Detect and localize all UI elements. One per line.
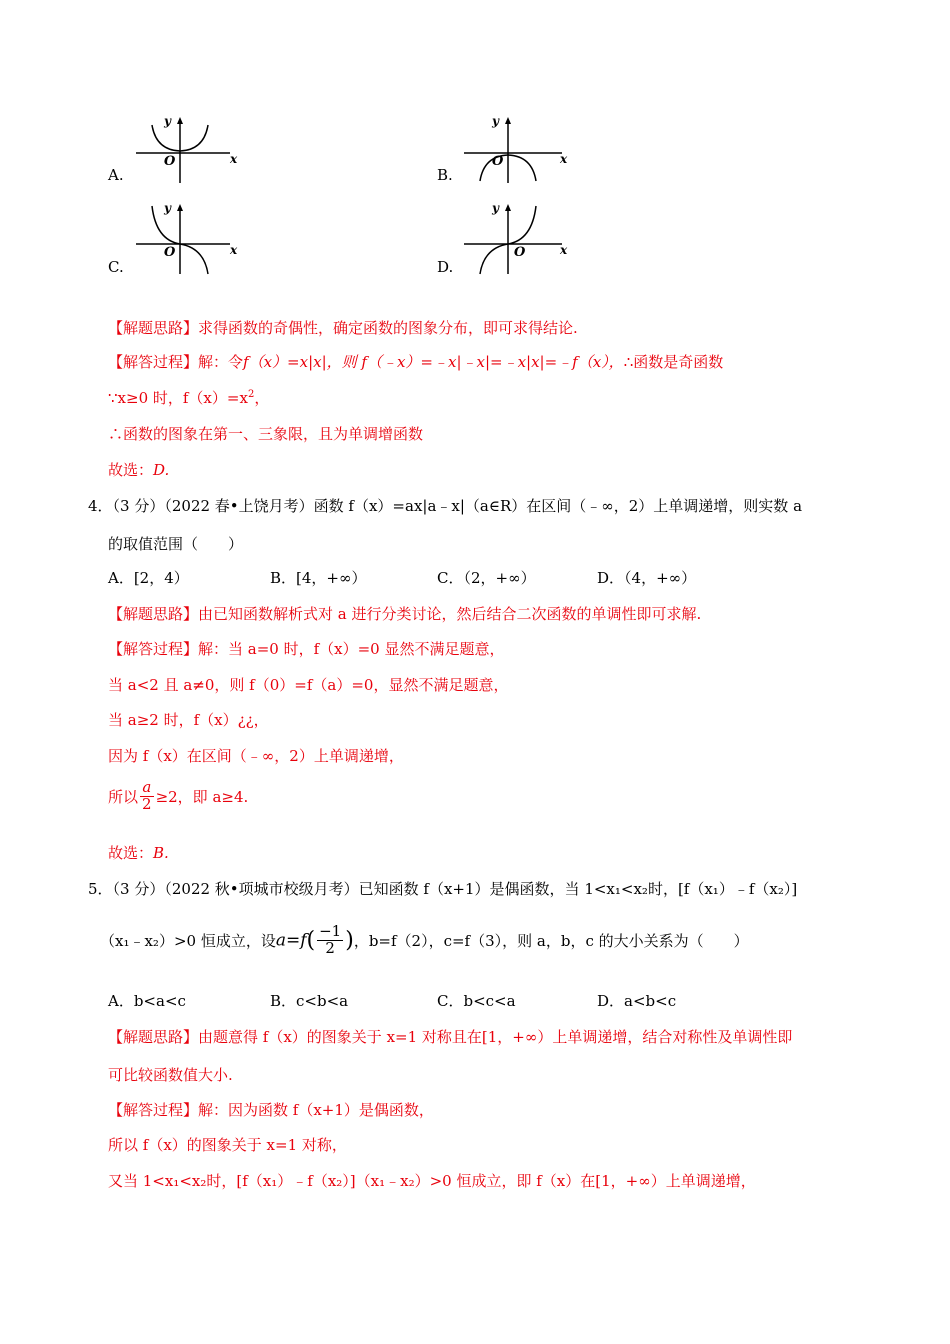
y-arrow-icon [505,117,511,124]
q3-answer [108,459,169,480]
q3-line2-b: ， [254,389,270,407]
q5-option-d: D．a<b<c [597,992,677,1010]
q4-process-line1 [108,638,505,659]
q4-p5-post: ≥2，即 a≥4. [155,787,249,806]
y-label: y [492,114,499,128]
q4-fraction [140,780,154,813]
option-a-label: A. [108,166,124,184]
option-c-graph [134,200,244,276]
q3-idea-text: 求得函数的奇偶性，确定函数的图象分布，即可求得结论. [198,319,578,337]
y-arrow-icon [177,117,183,124]
q5-idea-text-1: 由题意得 f（x）的图象关于 x=1 对称且在[1，+∞）上单调递增，结合对称性及单调性即 [198,1028,793,1046]
q4-stem-line2: 的取值范围（ ） [108,535,244,553]
x-label: x [230,243,238,257]
option-b-label: B. [437,166,453,184]
q4-process-tag: 【解答过程】 [108,640,199,658]
y-arrow-icon [505,204,511,211]
q5-idea-tag: 【解题思路】 [108,1028,199,1046]
q4-option-a: A．[2，4） [108,569,189,587]
option-d-label: D. [437,258,454,276]
option-d-graph [462,200,577,276]
origin-label: O [164,245,176,260]
y-label: y [492,201,499,215]
q3-answer-label: 故选： [108,461,154,479]
q5-stem-a: 已知函数 f（x+1）是偶函数，当 1<x₁<x₂时，[f（x₁）﹣f（x₂）] [358,880,798,898]
q3-line2-sup: 2 [247,389,255,400]
y-arrow-icon [177,204,183,211]
q4-process-line2: 当 a<2 且 a≠0，则 f（0）=f（a）=0，显然不满足题意， [108,676,509,694]
q4-option-c: C．（2，+∞） [437,569,536,587]
q5-number: 5． [88,880,113,898]
q4-frac-den: 2 [142,794,152,813]
origin-label: O [492,154,504,169]
option-b-graph [462,113,577,185]
q5-idea-line2: 可比较函数值大小. [108,1066,233,1084]
origin-label: O [164,154,176,169]
q5-frac-den: 2 [325,938,335,957]
option-a-graph [134,113,244,185]
q5-process-tag: 【解答过程】 [108,1101,199,1119]
option-c-label: C. [108,258,124,276]
q3-line2-a: ∵x≥0 时，f（x）=x [108,389,248,407]
q5-paren-close: ) [345,927,354,953]
q4-option-b: B．[4，+∞） [270,569,367,587]
q4-answer [108,842,169,863]
x-label: x [560,152,568,166]
x-label: x [230,152,238,166]
q5-stem-b-pre: （x₁﹣x₂）>0 恒成立，设 [100,931,276,950]
q4-stem-a: 函数 f（x）=ax|a﹣x|（a∈R）在区间（﹣∞，2）上单调递增，则实数 a [313,497,803,515]
y-label: y [164,201,171,215]
q3-process-line1 [108,351,723,372]
q3-process-line3: ∴函数的图象在第一、三象限，且为单调增函数 [108,425,424,443]
x-label: x [560,243,568,257]
origin-label: O [514,245,526,260]
q5-p1: 解：因为函数 f（x+1）是偶函数， [198,1101,434,1119]
q4-stem-line1 [88,495,802,516]
q5-process-line1 [108,1099,434,1120]
q5-process-line3: 又当 1<x₁<x₂时，[f（x₁）﹣f（x₂）]（x₁﹣x₂）>0 恒成立，即 f（x）在[1，+∞）上单调递增， [108,1172,756,1190]
q4-p1: 解：当 a=0 时，f（x）=0 显然不满足题意， [198,640,505,658]
y-label: y [164,114,171,128]
q4-process-line5 [108,780,248,813]
q3-idea-tag: 【解题思路】 [108,319,199,337]
q3-process-fx: f（x）=x|x|，则 f（﹣x）=﹣x|﹣x|=﹣x|x|=﹣f（x）， [243,353,624,371]
q4-idea-text: 由已知函数解析式对 a 进行分类讨论，然后结合二次函数的单调性即可求解. [198,605,702,623]
q4-p5-pre: 所以 [108,787,139,806]
q5-frac-num: −1 [319,922,342,940]
q5-stem-b-a: a=f [275,930,307,951]
q4-idea [108,603,701,624]
q4-process-line4: 因为 f（x）在区间（﹣∞，2）上单调递增， [108,747,404,765]
q4-option-d: D．（4，+∞） [597,569,697,587]
q4-idea-tag: 【解题思路】 [108,605,199,623]
q5-option-c: C．b<c<a [437,992,516,1010]
q3-process-pre: 解：令 [198,353,244,371]
q4-number: 4． [88,497,113,515]
q5-score: （3 分） [112,880,165,898]
q5-stem-line1 [88,878,797,899]
q4-score: （3 分） [112,497,165,515]
q5-fraction [317,924,343,957]
q5-stem-b-post: ，b=f（2），c=f（3），则 a，b，c 的大小关系为（ ） [353,931,749,950]
q3-idea [108,317,578,338]
q5-idea-line1 [108,1026,792,1047]
q4-process-line3: 当 a≥2 时，f（x）¿¿， [108,711,269,729]
q4-answer-value: B. [153,844,169,862]
q5-option-a: A．b<a<c [108,992,186,1010]
q3-answer-value: D. [153,461,170,479]
q5-process-line2: 所以 f（x）的图象关于 x=1 对称， [108,1136,347,1154]
q4-answer-label: 故选： [108,844,154,862]
q4-source: （2022 春•上饶月考） [164,497,314,515]
q5-stem-line2 [100,924,749,957]
q3-process-line2 [108,387,269,408]
q5-paren-open: ( [306,927,316,953]
q4-frac-num: a [140,780,154,797]
q3-process-tag: 【解答过程】 [108,353,199,371]
q5-source: （2022 秋•项城市校级月考） [164,880,359,898]
q3-process-post: ∴函数是奇函数 [623,353,724,371]
q5-option-b: B．c<b<a [270,992,349,1010]
